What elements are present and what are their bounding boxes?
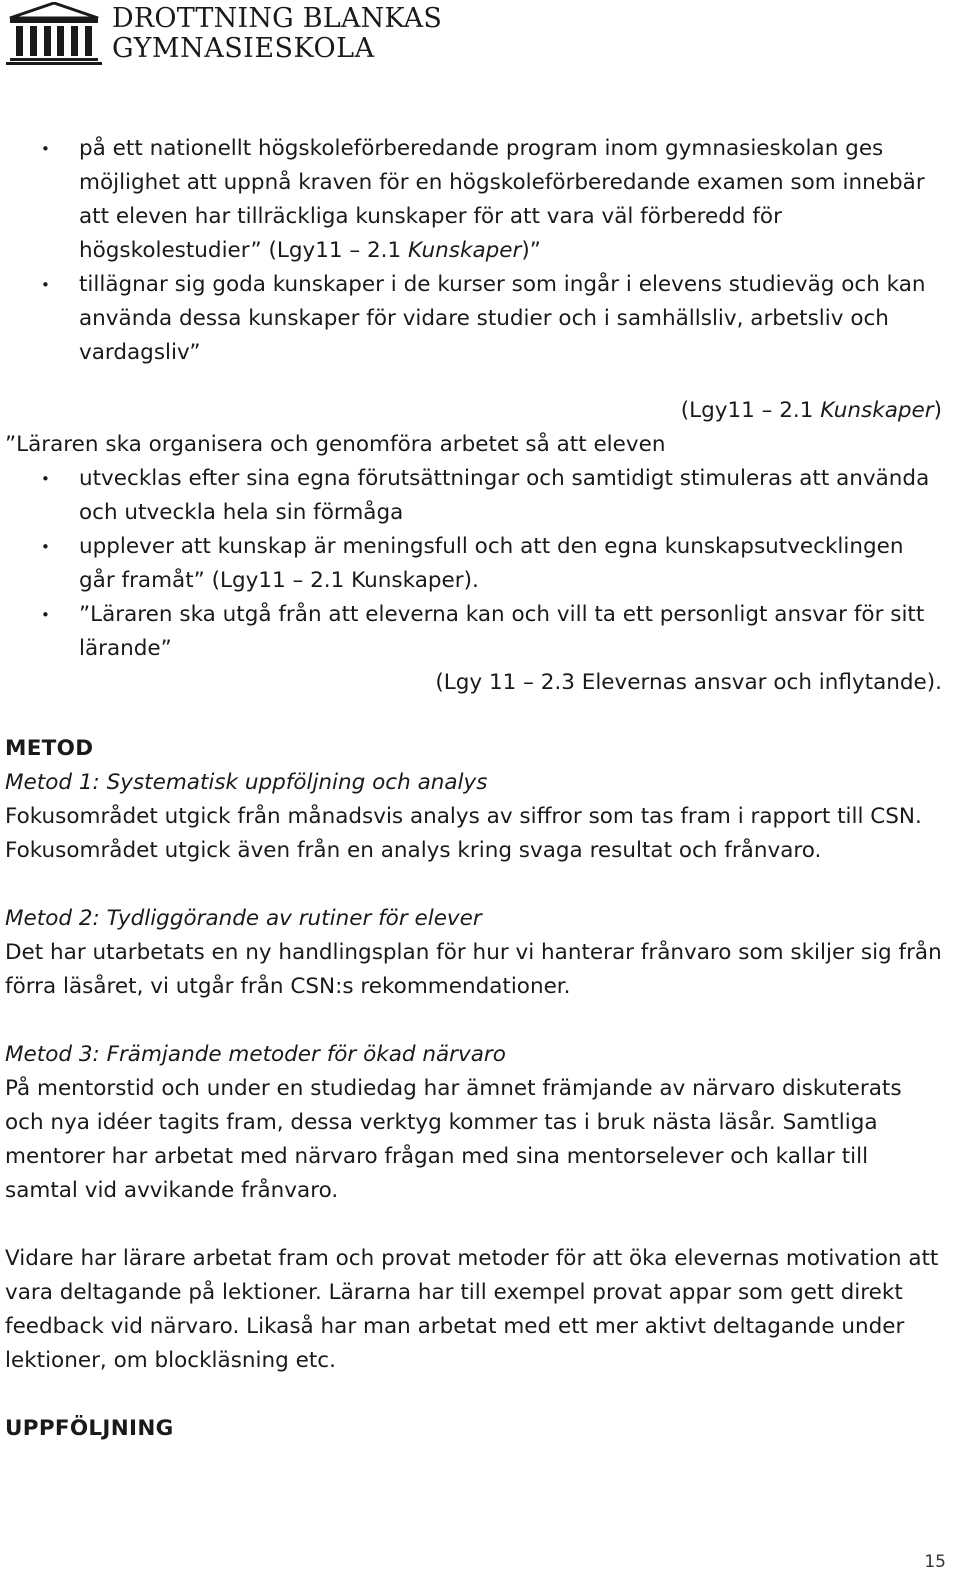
section-heading-metod: METOD	[5, 736, 94, 761]
teacher-bullet-list	[0, 462, 950, 666]
bullet-text: ”Läraren ska utgå från att eleverna kan och vill ta ett personligt ansvar för sitt lärande”	[79, 602, 925, 661]
school-header	[6, 2, 442, 66]
method-3-text: På mentorstid och under en studiedag har ämnet främjande av närvaro diskuterats och nya idéer tagits fram, dessa verktyg kommer tas i bruk nästa läsår. Samtliga mentorer har arbetat med närvaro frågan med sina mentorselever och kallar till samtal vid avvikande frånvaro.	[5, 1076, 902, 1203]
list-item	[0, 530, 950, 598]
list-item	[0, 132, 950, 268]
bullet-icon: •	[41, 538, 50, 556]
page-number: 15	[924, 1552, 946, 1572]
school-name	[112, 4, 442, 64]
goals-bullet-list	[0, 132, 950, 370]
list-item	[0, 268, 950, 370]
bullet-text: tillägnar sig goda kunskaper i de kurser som ingår i elevens studieväg och kan använda dessa kunskaper för vidare studier och i samhällsliv, arbetsliv och vardagsliv”	[79, 272, 926, 365]
section-heading-uppfoljning: UPPFÖLJNING	[5, 1416, 174, 1441]
bullet-icon: •	[41, 606, 50, 624]
spacer	[0, 1378, 950, 1412]
citation-italic: Kunskaper	[820, 398, 934, 423]
document-body	[0, 132, 950, 1446]
spacer	[0, 1004, 950, 1038]
citation-lgy11-kunskaper	[0, 394, 950, 428]
spacer	[0, 1208, 950, 1242]
teacher-intro: ”Läraren ska organisera och genomföra arbetet så att eleven	[5, 432, 666, 457]
bullet-text: på ett nationellt högskoleförberedande program inom gymnasieskolan ges möjlighet att uppnå kraven för en högskoleförberedande examen som innebär att eleven har tillräckliga kunskaper för att vara väl förberedd för högskolestudier” (Lgy11 – 2.1	[79, 136, 925, 263]
bullet-text: utvecklas efter sina egna förutsättningar och samtidigt stimuleras att använda och utveckla hela sin förmåga	[79, 466, 930, 525]
spacer	[0, 700, 950, 732]
bullet-icon: •	[41, 140, 50, 158]
bullet-icon: •	[41, 470, 50, 488]
school-name-line1: DROTTNING BLANKAS	[112, 3, 443, 34]
method-1-title: Metod 1: Systematisk uppföljning och analys	[5, 770, 488, 795]
spacer	[0, 868, 950, 902]
method-extra-text: Vidare har lärare arbetat fram och provat metoder för att öka elevernas motivation att vara deltagande på lektioner. Lärarna har till exempel provat appar som gett direkt feedback vid närvaro. Likaså har man arbetat med ett mer aktivt deltagande under lektioner, om blockläsning etc.	[5, 1246, 939, 1373]
list-item	[0, 462, 950, 530]
school-building-logo-icon	[6, 2, 102, 66]
method-3-title: Metod 3: Främjande metoder för ökad närvaro	[5, 1042, 506, 1067]
citation-close: )	[933, 398, 942, 423]
citation-text: (Lgy11 – 2.1	[680, 398, 821, 423]
method-2-title: Metod 2: Tydliggörande av rutiner för elever	[5, 906, 482, 931]
method-2-text: Det har utarbetats en ny handlingsplan för hur vi hanterar frånvaro som skiljer sig från förra läsåret, vi utgår från CSN:s rekommendationer.	[5, 940, 942, 999]
citation-lgy11-ansvar: (Lgy 11 – 2.3 Elevernas ansvar och inflytande).	[435, 670, 942, 695]
bullet-text-italic: Kunskaper	[408, 238, 522, 263]
list-item	[0, 598, 950, 666]
bullet-text-tail: )”	[521, 238, 541, 263]
school-name-line2: GYMNASIESKOLA	[112, 33, 375, 64]
bullet-icon: •	[41, 276, 50, 294]
bullet-text: upplever att kunskap är meningsfull och att den egna kunskapsutvecklingen går framåt” (Lgy11 – 2.1 Kunskaper).	[79, 534, 904, 593]
method-1-text: Fokusområdet utgick från månadsvis analys av siffror som tas fram i rapport till CSN. Fokusområdet utgick även från en analys kring svaga resultat och frånvaro.	[5, 804, 922, 863]
